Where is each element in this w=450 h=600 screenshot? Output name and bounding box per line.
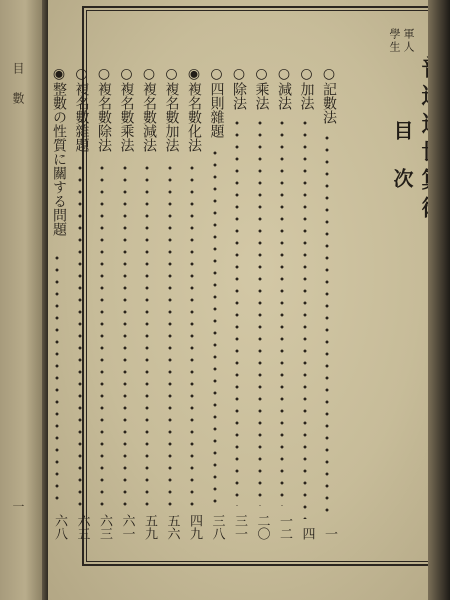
toc-page-number: 六八 [52, 514, 67, 540]
toc-entry [185, 66, 203, 540]
toc-page-number: 五六 [164, 514, 180, 540]
toc-entry [320, 66, 338, 540]
toc-entry-title: ○乘法 [253, 66, 270, 110]
dot-leader [77, 162, 83, 506]
dot-leader [144, 162, 150, 506]
toc-page-number: 四九 [187, 514, 202, 540]
dot-leader [167, 162, 173, 506]
toc-entry-title: ○複名數除法 [96, 66, 112, 152]
dot-leader [234, 117, 240, 506]
dot-leader [302, 117, 308, 519]
dot-leader [324, 132, 330, 519]
publisher-label [387, 28, 415, 54]
toc-entry-title: ○複名數減法 [141, 66, 157, 152]
dot-leader [99, 162, 105, 506]
toc-entry [298, 66, 316, 540]
toc-page-number: 二〇 [254, 514, 270, 540]
toc-entry-title: ○除法 [231, 66, 247, 110]
toc-page-number: 四 [299, 527, 315, 540]
contents-heading: 目次 [390, 120, 414, 216]
dot-leader [189, 162, 195, 506]
toc-entry-title: ○複名數加法 [163, 66, 180, 152]
toc-entry-title: ○加法 [298, 66, 315, 110]
facing-page-text: 一 [11, 500, 25, 512]
page-edge [428, 0, 450, 600]
toc-page-number: 一 [322, 527, 337, 540]
toc-entry-title: ○減法 [276, 66, 292, 110]
toc-page-number: 一二 [277, 514, 292, 540]
toc-entry [140, 66, 158, 540]
facing-page-text: 目 [11, 62, 25, 74]
toc-entry [163, 66, 181, 540]
toc-entry [95, 66, 113, 540]
toc-page-number: 六一 [119, 514, 135, 540]
toc-page-number: 三一 [232, 514, 247, 540]
toc-page-number: 三八 [209, 514, 225, 540]
toc-entry-title: ○四則雜題 [208, 66, 225, 138]
toc-entry-title: ◉複名數化法 [186, 66, 202, 152]
toc-entry-title: ○複名數乘法 [118, 66, 135, 152]
dot-leader [257, 117, 263, 506]
dot-leader [212, 147, 218, 506]
toc-entry [253, 66, 271, 540]
publisher-line: 學生 [388, 28, 401, 54]
toc-entry [118, 66, 136, 540]
toc-entry [275, 66, 293, 540]
publisher-line: 軍人 [402, 28, 415, 54]
toc-entry [73, 66, 91, 540]
toc-entry [230, 66, 248, 540]
contents-page [48, 0, 428, 600]
toc-entry [208, 66, 226, 540]
toc-page-number: 五九 [142, 514, 157, 540]
facing-page [0, 0, 42, 600]
toc-entry [50, 66, 68, 540]
toc-page-number: 六三 [97, 514, 112, 540]
toc-entry-title: ○記數法 [321, 66, 337, 124]
dot-leader [54, 252, 60, 506]
toc-page-number: 六五 [74, 514, 90, 540]
dot-leader [122, 162, 128, 506]
dot-leader [279, 117, 285, 506]
toc-entry-title: ◉整數の性質に關する問題 [51, 66, 67, 236]
facing-page-text: 數 [11, 92, 25, 104]
toc-entry-title: ○複名數雜題 [73, 66, 90, 152]
